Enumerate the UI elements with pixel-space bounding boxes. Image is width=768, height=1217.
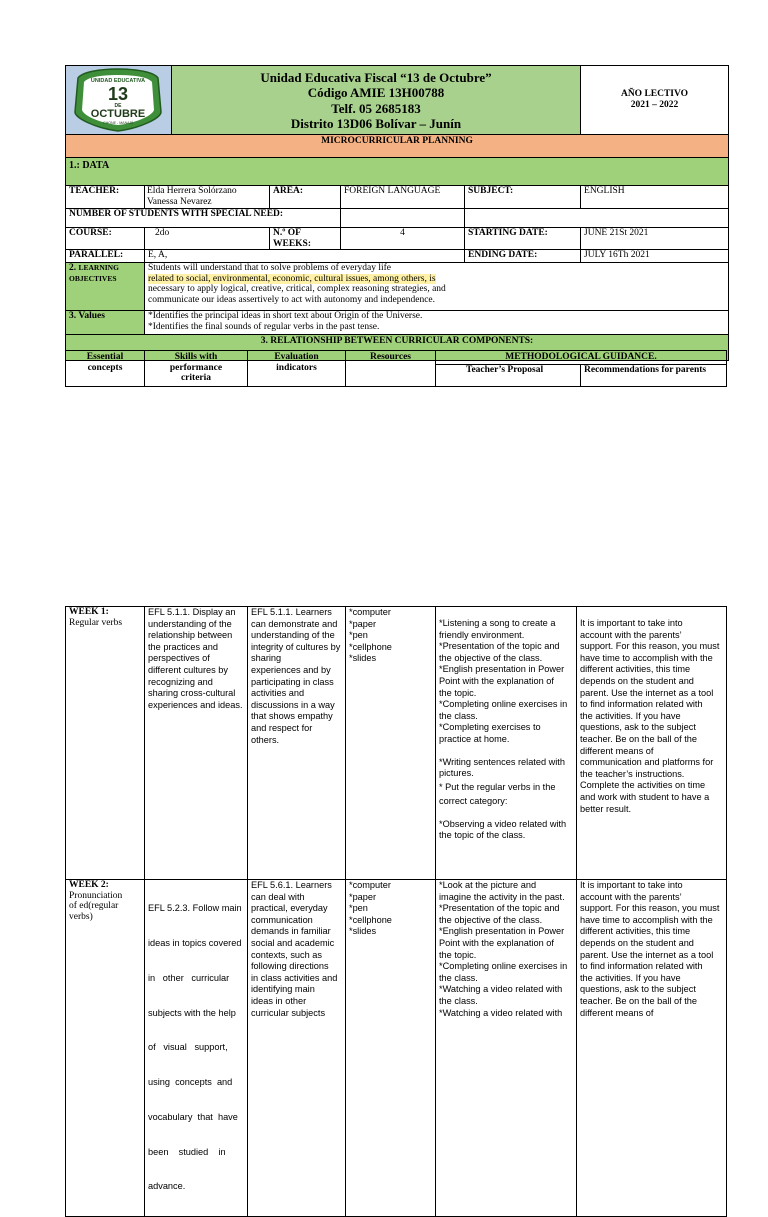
values-line: *Identifies the final sounds of regular verbs in the past tense. [148,321,380,332]
skills-line: experiences and ideas. [148,699,243,710]
school-district: Distrito 13D06 Bolívar – Junín [290,116,462,131]
proposal-line: *Completing online exercises in [439,699,568,710]
school-year-value: 2021 – 2022 [630,100,679,110]
relationship-title: 3. RELATIONSHIP BETWEEN CURRICULAR COMPONENTS: [66,335,729,361]
recommendation-line: different means of [580,1007,654,1018]
proposal-line: *Look at the picture and [439,880,537,890]
proposal-line: the class. [439,972,478,983]
components-header-table [65,350,727,387]
skills-line: advance. [148,1181,186,1192]
recommendation-line: account with the parents’ [580,891,682,902]
teachers-proposal-header: Teacher’s Proposal [436,365,581,387]
weeks-value: 4 [341,228,465,250]
essential-header-line: concepts [87,362,123,373]
week-concept-cell [66,880,145,1217]
recommendation-line: and work with student to have a [580,791,710,802]
resource-item: *slides [349,653,377,664]
proposal-line: the topic. [439,949,477,960]
evaluation-line: following directions [251,961,329,972]
recommendation-line: teacher. Be on the ball of the [580,995,697,1006]
essential-concepts-header [66,351,145,387]
starting-date-value: JUNE 21St 2021 [581,228,729,250]
recommendation-line: questions, ask to the subject [580,722,696,733]
evaluation-line: experiences and by [251,664,331,675]
week-row [66,607,727,880]
document-title: MICROCURRICULAR PLANNING [66,135,729,158]
evaluation-line: EFL 5.1.1. Learners [251,607,332,617]
skills-header-line: criteria [180,373,212,383]
area-value: FOREIGN LANGUAGE [341,186,465,209]
skills-line: vocabulary that have [148,1111,238,1122]
skills-line: relationship between [148,630,233,641]
evaluation-line: ideas in other [251,995,307,1006]
evaluation-line: discussions in a way [251,699,335,710]
recommendation-line: better result. [580,803,632,814]
proposal-line: *Listening a song to create a [439,618,556,628]
subject-label: SUBJECT: [465,186,581,209]
week-proposal-cell [436,607,577,880]
week-topic: verbs) [69,911,93,922]
logo-number: 13 [107,84,129,104]
week-resources-cell [346,880,436,1217]
ending-date-label: ENDING DATE: [465,250,581,263]
resource-item: *paper [349,891,377,902]
evaluation-header [248,351,346,387]
resource-item: *slides [349,926,377,937]
evaluation-header-line: Evaluation [274,352,319,362]
week-skills-cell [145,880,248,1217]
week-recommendations-cell [577,607,727,880]
skills-line: in other curricular [148,972,230,983]
proposal-line: Point with the explanation of [439,675,554,686]
evaluation-line: in class activities and [251,972,338,983]
recommendation-line: communication and platforms for [580,757,714,768]
recommendation-line: depends on the student and [580,675,694,686]
recommendation-line: parent. Use the internet as a tool [580,687,714,698]
proposal-line: *English presentation in Power [439,664,565,675]
skills-line: been studied in [148,1146,226,1157]
recommendations-header: Recommendations for parents [581,365,727,387]
evaluation-line: participating in class [251,676,334,687]
proposal-line: *Presentation of the topic and [439,903,560,914]
proposal-line: Point with the explanation of [439,937,554,948]
recommendation-line: different means of [580,745,654,756]
proposal-line: *Watching a video related with [439,1007,563,1018]
recommendation-line: to find information related with [580,699,703,710]
essential-header-line: Essential [86,352,124,362]
skills-line: recognizing and [148,676,213,687]
proposal-line: the topic of the class. [439,830,526,841]
teacher-value [145,186,270,209]
methodological-header: METHODOLOGICAL GUIDANCE. [436,351,727,365]
evaluation-line: integrity of cultures by [251,641,341,652]
school-name: Unidad Educativa Fiscal “13 de Octubre” [260,69,492,85]
week-skills-cell [145,607,248,880]
recommendation-line: the activities. If you have [580,710,681,721]
recommendation-line: parent. Use the internet as a tool [580,949,714,960]
proposal-line: the objective of the class. [439,652,543,663]
evaluation-line: contexts, such as [251,949,322,960]
values-line: *Identifies the principal ideas in short text about Origin of the Universe. [148,311,423,321]
proposal-line: *Presentation of the topic and [439,641,560,652]
proposal-line: the objective of the class. [439,914,543,925]
logo-de: DE [114,103,122,109]
proposal-line: *Writing sentences related with [439,756,565,767]
proposal-line: *Watching a video related with [439,984,563,995]
evaluation-line: practical, everyday [251,903,328,914]
proposal-line: *Observing a video related with [439,818,567,829]
evaluation-line: that shows empathy [251,711,333,722]
recommendation-line: account with the parents’ [580,629,682,640]
week-evaluation-cell [248,607,346,880]
recommendation-line: different activities, this time [580,926,691,937]
school-year-cell [581,66,729,135]
recommendation-line: the teacher’s instructions. [580,768,685,779]
evaluation-line: others. [251,734,280,745]
week-label: WEEK 1: [69,607,109,617]
recommendation-line: support. For this reason, you must [580,641,720,652]
evaluation-line: communication [251,914,313,925]
teacher-name-1: Elda Herrera Solórzano [147,186,237,196]
evaluation-line: curricular subjects [251,1007,326,1018]
objective-line: necessary to apply logical, creative, critical, complex reasoning strategies, and [148,284,446,294]
proposal-line: pictures. [439,768,474,779]
recommendation-line: different activities, this time [580,664,691,675]
proposal-line: practice at home. [439,733,510,744]
skills-line: using concepts and [148,1077,233,1088]
evaluation-line: EFL 5.6.1. Learners [251,880,332,890]
logo-name: OCTUBRE [90,108,146,120]
proposal-line: friendly environment. [439,629,525,640]
evaluation-line: activities and [251,688,305,699]
evaluation-line: understanding of the [251,630,335,641]
skills-line: the practices and [148,641,218,652]
learning-objectives-label [66,263,145,311]
skills-line: EFL 5.1.1. Display an [148,607,236,617]
objective-line: Students will understand that to solve problems of everyday life [148,263,391,273]
school-phone: Telf. 05 2685183 [331,100,421,116]
subject-value: ENGLISH [581,186,729,209]
objective-line-highlighted: related to social, environmental, economic, cultural issues, among others, is [148,273,436,284]
school-logo-cell [66,66,172,135]
parallel-value: E, A, [145,250,465,263]
recommendation-line: support. For this reason, you must [580,903,720,914]
recommendation-line: teacher. Be on the ball of the [580,733,697,744]
weeks-label: N.º OF WEEKS: [270,228,341,250]
proposal-line: * Put the regular verbs in the [439,781,556,792]
week-row [66,880,727,1217]
evaluation-line: sharing [251,653,282,664]
skills-line: of visual support, [148,1042,228,1053]
teacher-name-2: Vanessa Nevarez [147,196,212,207]
learning-objectives-num: 2. [69,263,77,273]
skills-line: different cultures by [148,664,229,675]
recommendation-line: the activities. If you have [580,972,681,983]
course-label: COURSE: [66,228,145,250]
values-label: 3. Values [66,311,145,335]
evaluation-line: demands in familiar [251,926,331,937]
special-need-value [341,209,465,228]
school-amie: Código AMIE 13H00788 [307,85,445,100]
proposal-line: correct category: [439,795,508,806]
planning-header-table [65,65,729,361]
recommendation-line: to find information related with [580,961,703,972]
special-need-label: NUMBER OF STUDENTS WITH SPECIAL NEED: [66,209,341,228]
learning-objectives-title: LEARNING OBJECTIVES [69,263,119,283]
recommendation-line: depends on the student and [580,937,694,948]
week-recommendations-cell [577,880,727,1217]
parallel-label: PARALLEL: [66,250,145,263]
resource-item: *cellphone [349,914,392,925]
resource-item: *computer [349,880,391,890]
proposal-line: the class. [439,710,478,721]
evaluation-line: identifying main [251,984,315,995]
week-proposal-cell [436,880,577,1217]
week-label: WEEK 2: [69,880,109,890]
evaluation-line: can demonstrate and [251,618,338,629]
course-value: 2do [145,228,270,250]
teacher-label: TEACHER: [66,186,145,209]
week-resources-cell [346,607,436,880]
week-topic: Pronunciation [69,890,123,901]
resource-item: *pen [349,903,368,914]
skills-line: subjects with the help [148,1007,236,1018]
proposal-line: the class. [439,995,478,1006]
weeks-table [65,606,727,1217]
proposal-line: *Completing exercises to [439,722,541,733]
skills-header-line: Skills with [174,352,218,362]
skills-line: EFL 5.2.3. Follow main [148,903,242,914]
skills-line: perspectives of [148,653,210,664]
school-year-label: AÑO LECTIVO [620,89,689,99]
skills-line: ideas in topics covered [148,937,242,948]
recommendation-line: have time to accomplish with the [580,652,713,663]
proposal-line: the topic. [439,687,477,698]
school-info-cell [172,66,581,135]
logo-top-text: UNIDAD EDUCATIVA [90,78,146,84]
recommendation-line: It is important to take into [580,880,683,890]
resource-item: *cellphone [349,641,392,652]
recommendation-line: questions, ask to the subject [580,984,696,995]
recommendation-line: Complete the activities on time [580,780,706,791]
logo-bottom-text: CHONE - MANABÍ [103,121,133,125]
evaluation-line: and respect for [251,722,313,733]
evaluation-header-line: indicators [276,362,317,373]
week-topic: Regular verbs [69,617,123,628]
data-section-title: 1.: DATA [66,158,729,186]
resource-item: *paper [349,618,377,629]
evaluation-line: can deal with [251,891,305,902]
starting-date-label: STARTING DATE: [465,228,581,250]
skills-line: sharing cross-cultural [148,688,236,699]
skills-header [145,351,248,387]
learning-objectives-text [145,263,729,311]
week-evaluation-cell [248,880,346,1217]
recommendation-line: It is important to take into [580,618,683,628]
proposal-line: *Completing online exercises in [439,961,568,972]
school-logo [66,66,170,134]
week-topic: of ed(regular [69,901,119,911]
skills-line: understanding of the [148,618,232,629]
values-text [145,311,729,335]
resource-item: *computer [349,607,391,617]
recommendation-line: have time to accomplish with the [580,914,713,925]
objective-line: communicate our ideas assertively to act with autonomy and independence. [148,294,436,305]
resources-header: Resources [346,351,436,387]
resource-item: *pen [349,630,368,641]
evaluation-line: social and academic [251,937,335,948]
ending-date-value: JULY 16Th 2021 [581,250,729,263]
proposal-line: imagine the activity in the past. [439,891,565,902]
week-concept-cell [66,607,145,880]
proposal-line: *English presentation in Power [439,926,565,937]
skills-header-line: performance [169,362,223,373]
area-label: AREA: [270,186,341,209]
special-need-blank [465,209,729,228]
